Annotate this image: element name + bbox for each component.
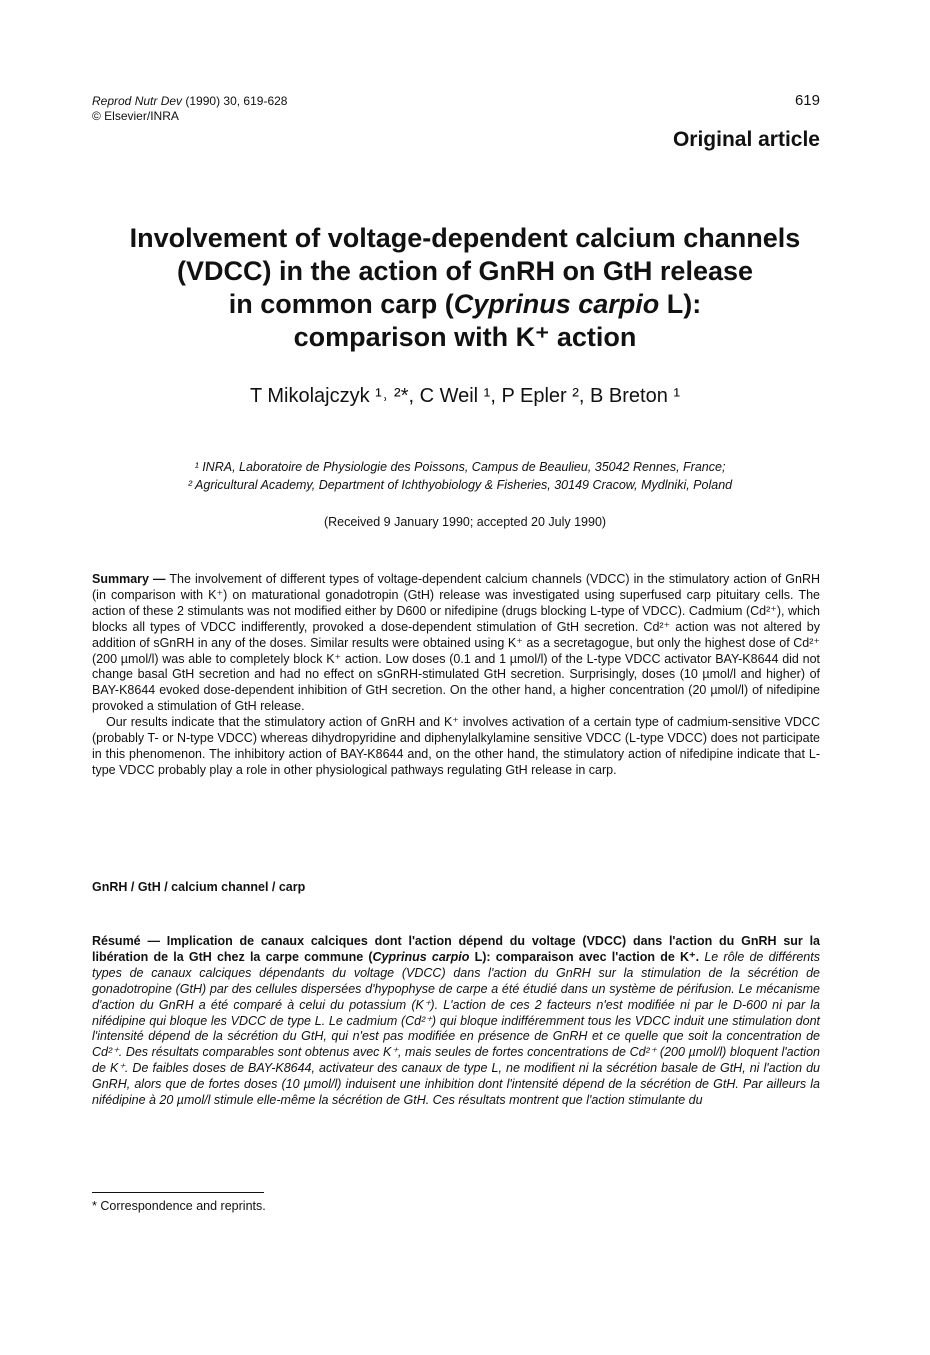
author-list: T Mikolajczyk ¹˒ ²*, C Weil ¹, P Epler ², B Breton ¹ — [249, 385, 681, 407]
footnote: * Correspondence and reprints. — [92, 1199, 266, 1213]
journal-citation: Reprod Nutr Dev — [92, 94, 183, 108]
page-number: 619 — [794, 92, 820, 109]
resume-label: Résumé — — [92, 934, 160, 948]
title-line: Involvement of voltage-dependent calcium channels — [129, 223, 801, 253]
summary-paragraph: Our results indicate that the stimulatory action of GnRH and K⁺ involves activation of a certain type of cadmium-sensitive VDCC (probably T- or N-type VDCC) whereas dihydropyridine and diphenylalkylamine sensitive VDCC (L-type VDCC) does not participate in this phenomenon. The inhibitory action of BAY-K8644 and, on the other hand, the stimulatory action of nifedipine indicate that L-type VDCC probably play a role in other physiological pathways regulating GtH release in carp. — [92, 715, 820, 777]
keywords: GnRH / GtH / calcium channel / carp — [92, 880, 306, 894]
resume-body: Le rôle de différents types de canaux calciques dépendants du voltage (VDCC) dans l'action du GnRH sur la stimulation de la sécrétion de gonadotropine (GtH) par des cellules dispersées d'hypophyse de carpe a été étudié dans un système de périfusion. Le mécanisme d'action du GnRH a été comparé à celui du potassium (K⁺). L'action de ces 2 facteurs n'est modifiée ni par le D-600 ni par la nifédipine qui bloque les VDCC de type L. Le cadmium (Cd²⁺) qui bloque indifféremment tous les VDCC induit une stimulation dont l'intensité dépend de la sécrétion du GtH, qui n'est pas modifiée en présence de GnRH et ce quelle que soit la concentration de Cd²⁺. Des résultats comparables sont obtenus avec K⁺, mais seules de fortes concentrations de Cd²⁺ (200 µmol/l) bloquent l'action de K⁺. De faibles doses de BAY-K8644, activateur des canaux de type L, ne modifient ni la sécrétion basale de GtH, ni l'action du GnRH, alors que de fortes doses (10 µmol/l) induisent une inhibition dont l'intensité dépend de la sécrétion de GtH. Par ailleurs la nifédipine à 20 µmol/l stimule elle-même la sécrétion de GtH. Ces résultats montrent que l'action stimulante du — [92, 949, 820, 1108]
species-name: Cyprinus carpio — [453, 289, 660, 319]
species-name: Cyprinus carpio — [372, 949, 470, 964]
affiliation: ² Agricultural Academy, Department of Ichthyobiology & Fisheries, 30149 Cracow, Mydlniki, Poland — [187, 478, 733, 492]
volume-info: (1990) 30, 619-628 — [185, 94, 288, 108]
affiliations — [95, 458, 825, 494]
journal-header — [92, 94, 287, 124]
article-title — [80, 222, 850, 354]
summary-paragraph: Summary — The involvement of different types of voltage-dependent calcium channels (VDCC) in the stimulatory action of GnRH (in comparison with K⁺) on maturational gonadotropin (GtH) release was investigated using superfused carp pituitary cells. The action of these 2 stimulants was not modified either by D600 or nifedipine (drugs blocking L-type of VDCC). Cadmium (Cd²⁺), which blocks all types of VDCC indifferently, provoked a dose-dependent stimulation of GtH secretion. Cd²⁺ action was not altered by addition of sGnRH in any of the doses. Similar results were obtained using K⁺ as a secretagogue, but only the highest dose of Cd²⁺ (200 µmol/l) was able to completely block K⁺ action. Low doses (0.1 and 1 µmol/l) of the L-type VDCC activator BAY-K8644 did not change basal GtH secretion and had no effect on sGnRH-stimulated GtH secretion. Surprisingly, doses (10 µmol/l and higher) of BAY-K8644 evoked dose-dependent inhibition of GtH secretion. On the other hand, a higher concentration (20 µmol/l) of nifedipine provoked a stimulation of GtH release. — [92, 572, 820, 714]
received-dates: (Received 9 January 1990; accepted 20 July 1990) — [323, 515, 607, 529]
publisher: © Elsevier/INRA — [92, 109, 179, 123]
article-type: Original article — [672, 128, 820, 151]
footnote-divider — [92, 1192, 264, 1193]
summary-label: Summary — — [92, 572, 166, 586]
title-line: (VDCC) in the action of GnRH on GtH release — [176, 256, 754, 286]
summary-section — [92, 572, 820, 779]
affiliation: ¹ INRA, Laboratoire de Physiologie des Poissons, Campus de Beaulieu, 35042 Rennes, France; — [194, 460, 726, 474]
title-line: comparison with K⁺ action — [293, 322, 637, 352]
resume-paragraph: Résumé — Implication de canaux calciques dont l'action dépend du voltage (VDCC) dans l'action du GnRH sur la libération de la GtH chez la carpe commune (Cyprinus carpio L): comparaison avec l'action de K⁺. Le rôle de différents types de canaux calciques dépendants du voltage (VDCC) dans l'action du GnRH sur la stimulation de la sécrétion de gonadotropine (GtH) par des cellules dispersées d'hypophyse de carpe a été étudié dans un système de périfusion. Le mécanisme d'action du GnRH a été comparé à celui du potassium (K⁺). L'action de ces 2 facteurs n'est modifiée ni par le D-600 ni par la nifédipine qui bloque les VDCC de type L. Le cadmium (Cd²⁺) qui bloque indifféremment tous les VDCC induit une stimulation dont l'intensité dépend de la sécrétion du GtH, qui n'est pas modifiée en présence de GnRH et ce quelle que soit la concentration de Cd²⁺. Des résultats comparables sont obtenus avec K⁺, mais seules de fortes concentrations de Cd²⁺ (200 µmol/l) bloquent l'action de K⁺. De faibles doses de BAY-K8644, activateur des canaux de type L, ne modifient ni la sécrétion basale de GtH, ni l'action du GnRH, alors que de fortes doses (10 µmol/l) induisent une inhibition dont l'intensité dépend de la sécrétion de GtH. Par ailleurs la nifédipine à 20 µmol/l stimule elle-même la sécrétion de GtH. Ces résultats montrent que l'action stimulante du — [92, 934, 821, 1108]
resume-section — [92, 934, 820, 1109]
title-line: in common carp (Cyprinus carpio L): — [228, 289, 702, 319]
